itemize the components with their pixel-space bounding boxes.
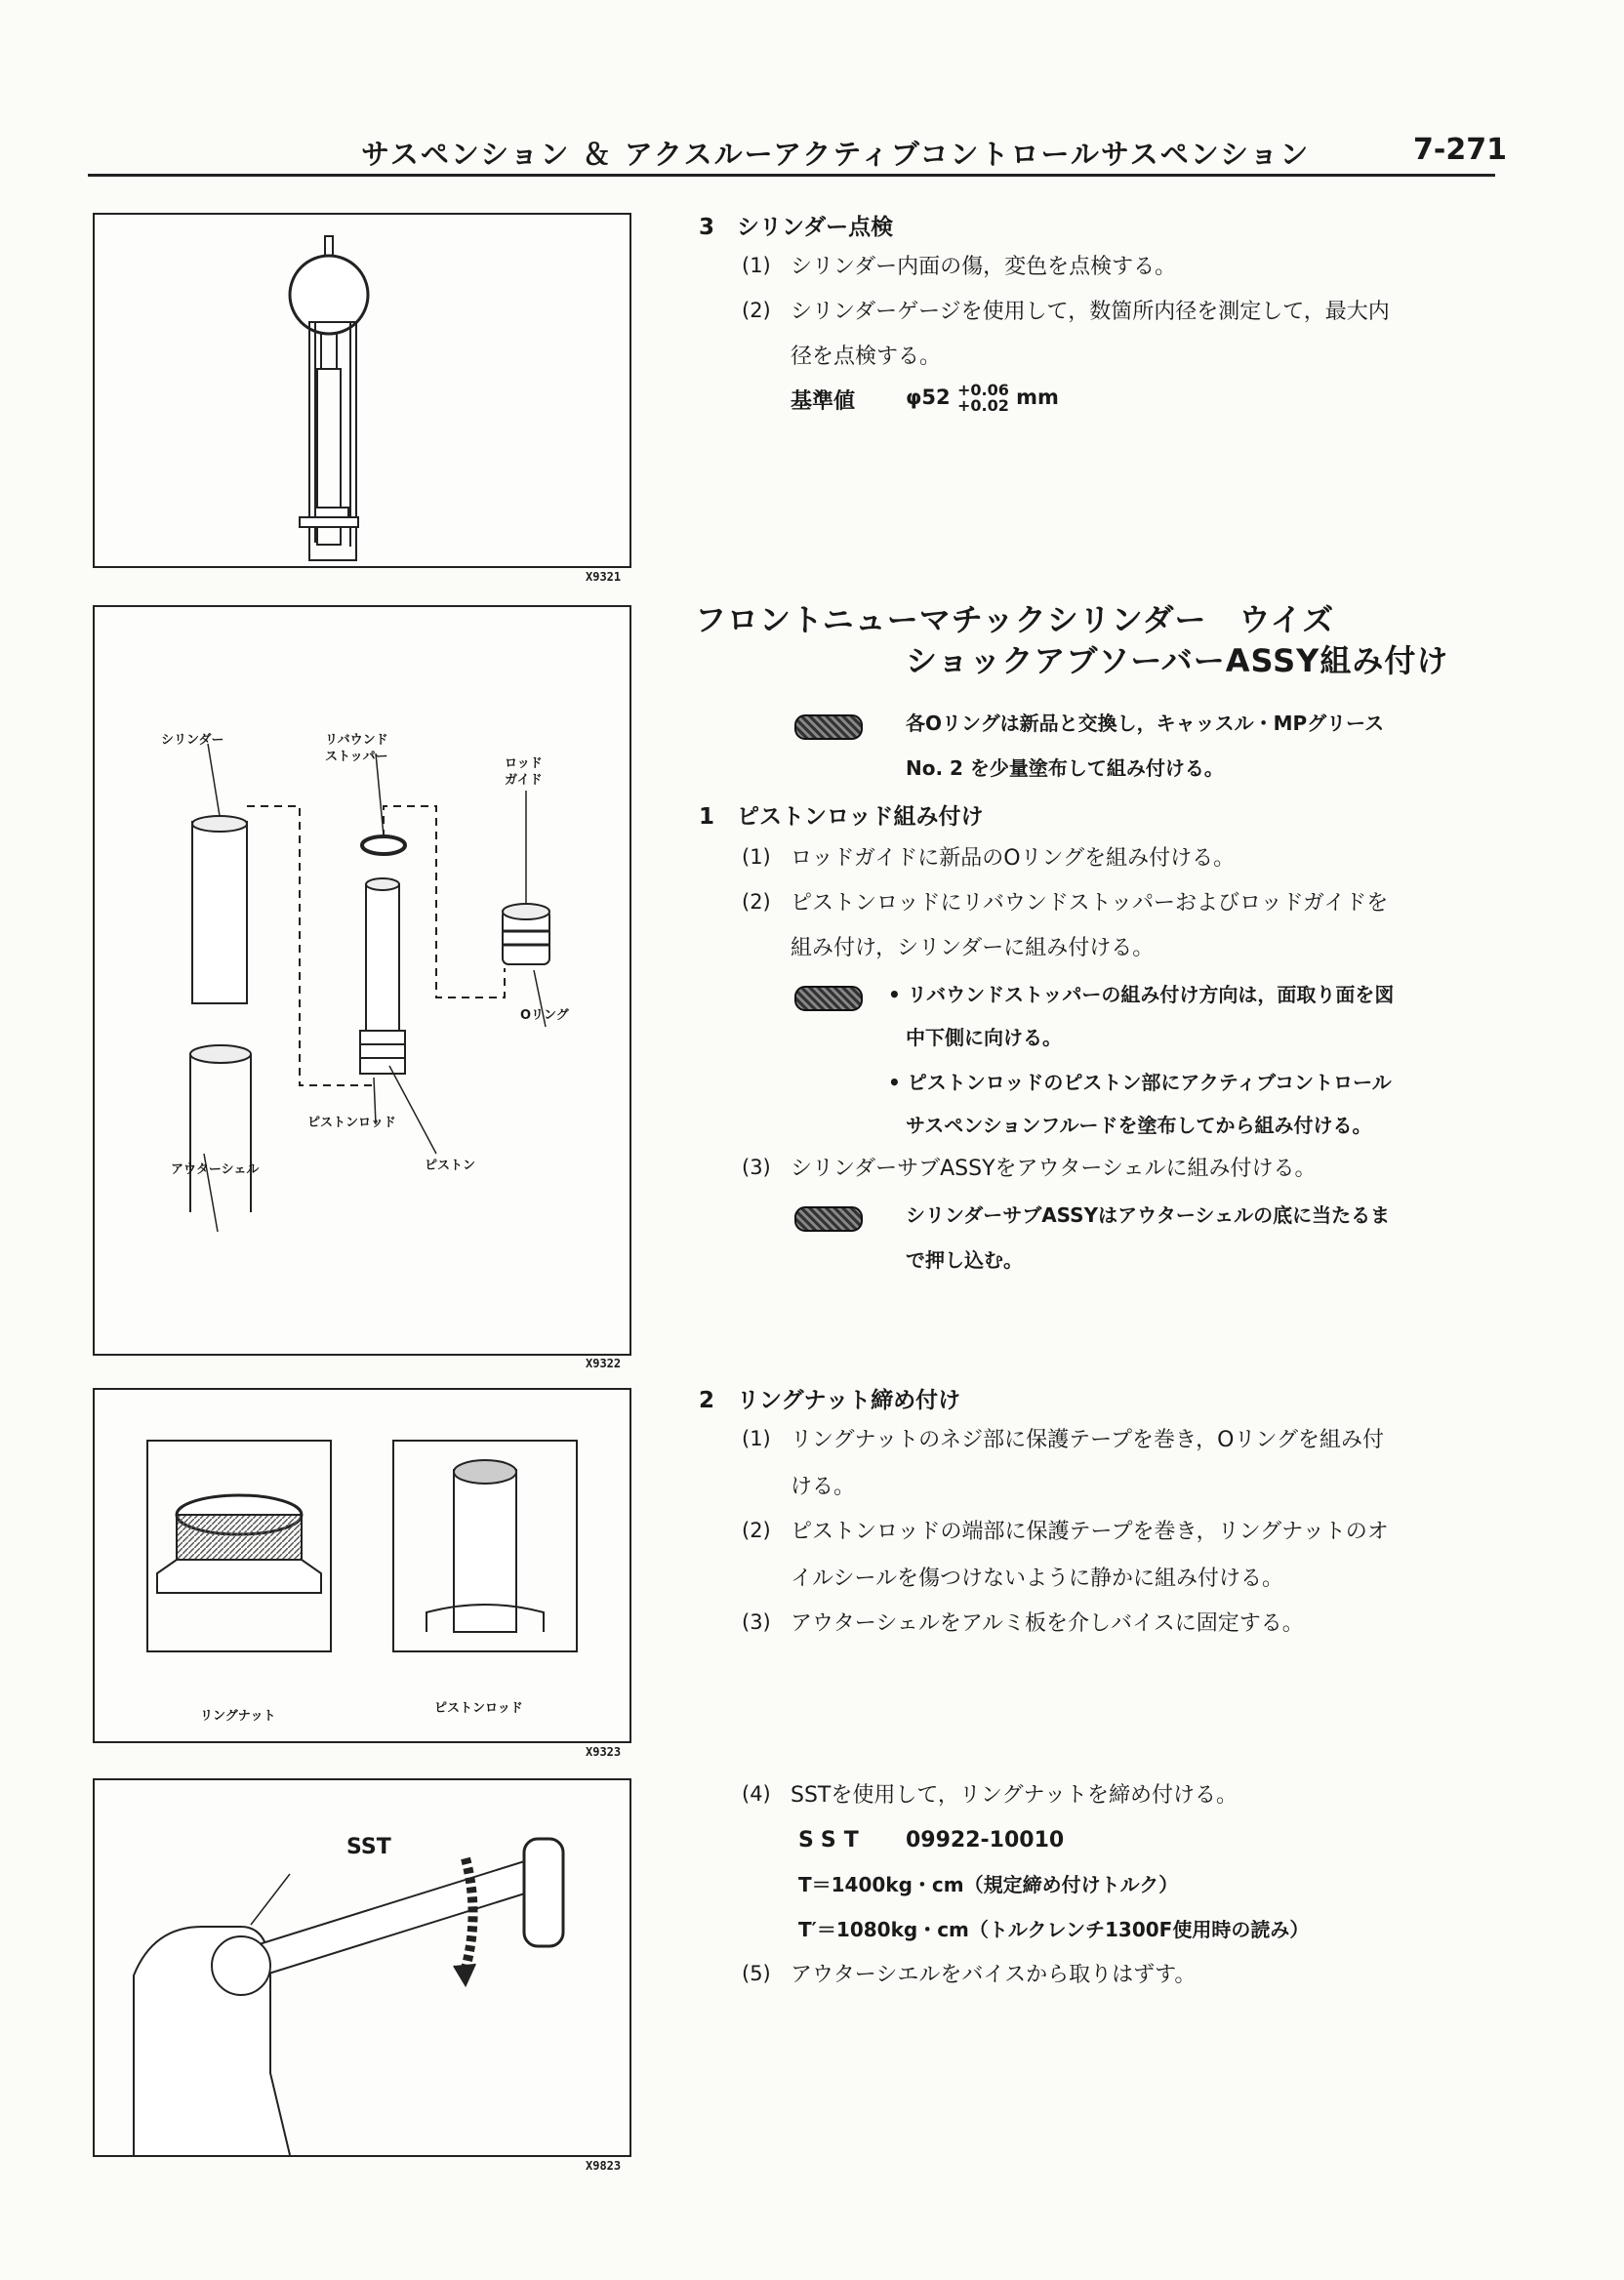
caution-note: サスペンションフルードを塗布してから組み付ける。 [906,1114,1372,1137]
label-o-ring: Oリング [520,1008,569,1023]
item-text: シリンダー内面の傷，変色を点検する。 [791,255,1177,279]
figure-code: X9321 [586,570,622,584]
torque-wrench-reading: T′＝1080kg・cm（トルクレンチ1300F使用時の読み） [798,1918,1310,1941]
label-piston-rod: ピストンロッド [307,1116,396,1130]
exploded-cylinder-illustration [95,607,629,1354]
item-text: リングナットのネジ部に保護テープを巻き，Oリングを組み付 [791,1428,1385,1452]
header-rule [88,174,1495,177]
item-number: (1) [742,1427,771,1450]
spec-diameter: φ52 [906,386,951,409]
caution-icon [794,986,863,1011]
item-text: シリンダーサブASSYをアウターシェルに組み付ける。 [791,1157,1317,1181]
caution-icon [794,1206,863,1232]
cylinder-gauge-illustration [95,215,629,566]
item-text: ピストンロッドの端部に保護テープを巻き，リングナットのオ [791,1520,1389,1544]
spec-label: 基準値 [791,389,856,414]
step-2-title: 2 リングナット締め付け [699,1388,961,1413]
spec-lower-tolerance: +0.02 [956,396,1009,415]
item-text: SSTを使用して，リングナットを締め付ける。 [791,1783,1238,1808]
caution-note: シリンダーサブASSYはアウターシェルの底に当たるま [906,1203,1391,1227]
figure-cylinder-gauge [93,213,631,568]
caution-icon [794,714,863,740]
caution-note: で押し込む。 [906,1248,1023,1272]
item-text: イルシールを傷つけないように静かに組み付ける。 [791,1567,1284,1591]
item-number: (1) [742,254,771,277]
label-sst: SST [346,1835,391,1859]
label-outer-shell: アウターシェル [171,1162,260,1177]
item-number: (2) [742,299,771,322]
item-text: ける。 [791,1475,856,1499]
figure-code: X9323 [586,1745,622,1759]
label-piston: ピストン [425,1159,476,1173]
label-rod-guide-line2: ガイド [505,773,543,788]
item-number: (4) [742,1782,771,1806]
label-rebound-stopper-line2: ストッパー [325,750,388,764]
item-number: (3) [742,1610,771,1634]
figure-code: X9823 [586,2159,622,2173]
torque-spec: T＝1400kg・cm（規定締め付けトルク） [798,1873,1179,1896]
label-ring-nut: リングナット [200,1709,276,1724]
caution-note: • リバウンドストッパーの組み付け方向は，面取り面を図 [888,983,1395,1006]
item-text: シリンダーゲージを使用して，数箇所内径を測定して，最大内 [791,300,1390,324]
spec-value [906,383,1059,414]
item-text: 組み付け，シリンダーに組み付ける。 [791,936,1155,960]
page-number: 7-271 [1413,133,1507,167]
label-rebound-stopper-line1: リバウンド [325,733,388,748]
assembly-title-line2: ショックアブソーバーASSY組み付け [906,642,1449,679]
page-header-title: サスペンション ＆ アクスルーアクティブコントロールサスペンション [361,138,1311,171]
label-piston-rod: ピストンロッド [434,1701,523,1716]
figure-ring-nut [93,1388,631,1743]
item-number: (2) [742,1519,771,1542]
label-cylinder: シリンダー [161,733,224,748]
caution-note: • ピストンロッドのピストン部にアクティブコントロール [888,1071,1392,1094]
assembly-title-line1: フロントニューマチックシリンダー ウイズ [695,601,1335,638]
caution-note: 各Oリングは新品と交換し，キャッスル・MPグリース [906,712,1385,735]
ring-nut-illustration [95,1390,629,1741]
item-text: ロッドガイドに新品のOリングを組み付ける。 [791,846,1236,871]
figure-sst-wrench [93,1778,631,2157]
item-number: (2) [742,890,771,914]
figure-exploded-cylinder [93,605,631,1356]
item-text: アウターシェルをアルミ板を介しバイスに固定する。 [791,1611,1304,1636]
spec-unit: mm [1016,386,1059,409]
item-text: ピストンロッドにリバウンドストッパーおよびロッドガイドを [791,891,1389,916]
item-text: アウターシエルをバイスから取りはずす。 [791,1963,1197,1987]
label-rod-guide-line1: ロッド [505,756,543,771]
item-number: (1) [742,845,771,869]
section-3-title: 3 シリンダー点検 [699,215,894,240]
sst-label: SST [798,1828,867,1852]
figure-code: X9322 [586,1357,622,1370]
sst-number: 09922-10010 [906,1828,1065,1852]
item-text: 径を点検する。 [791,345,942,369]
item-number: (3) [742,1156,771,1179]
step-1-title: 1 ピストンロッド組み付け [699,804,984,830]
caution-note: No. 2 を少量塗布して組み付ける。 [906,756,1224,780]
caution-note: 中下側に向ける。 [906,1026,1062,1049]
spec-upper-tolerance: +0.06 [956,381,1009,399]
item-number: (5) [742,1962,771,1985]
